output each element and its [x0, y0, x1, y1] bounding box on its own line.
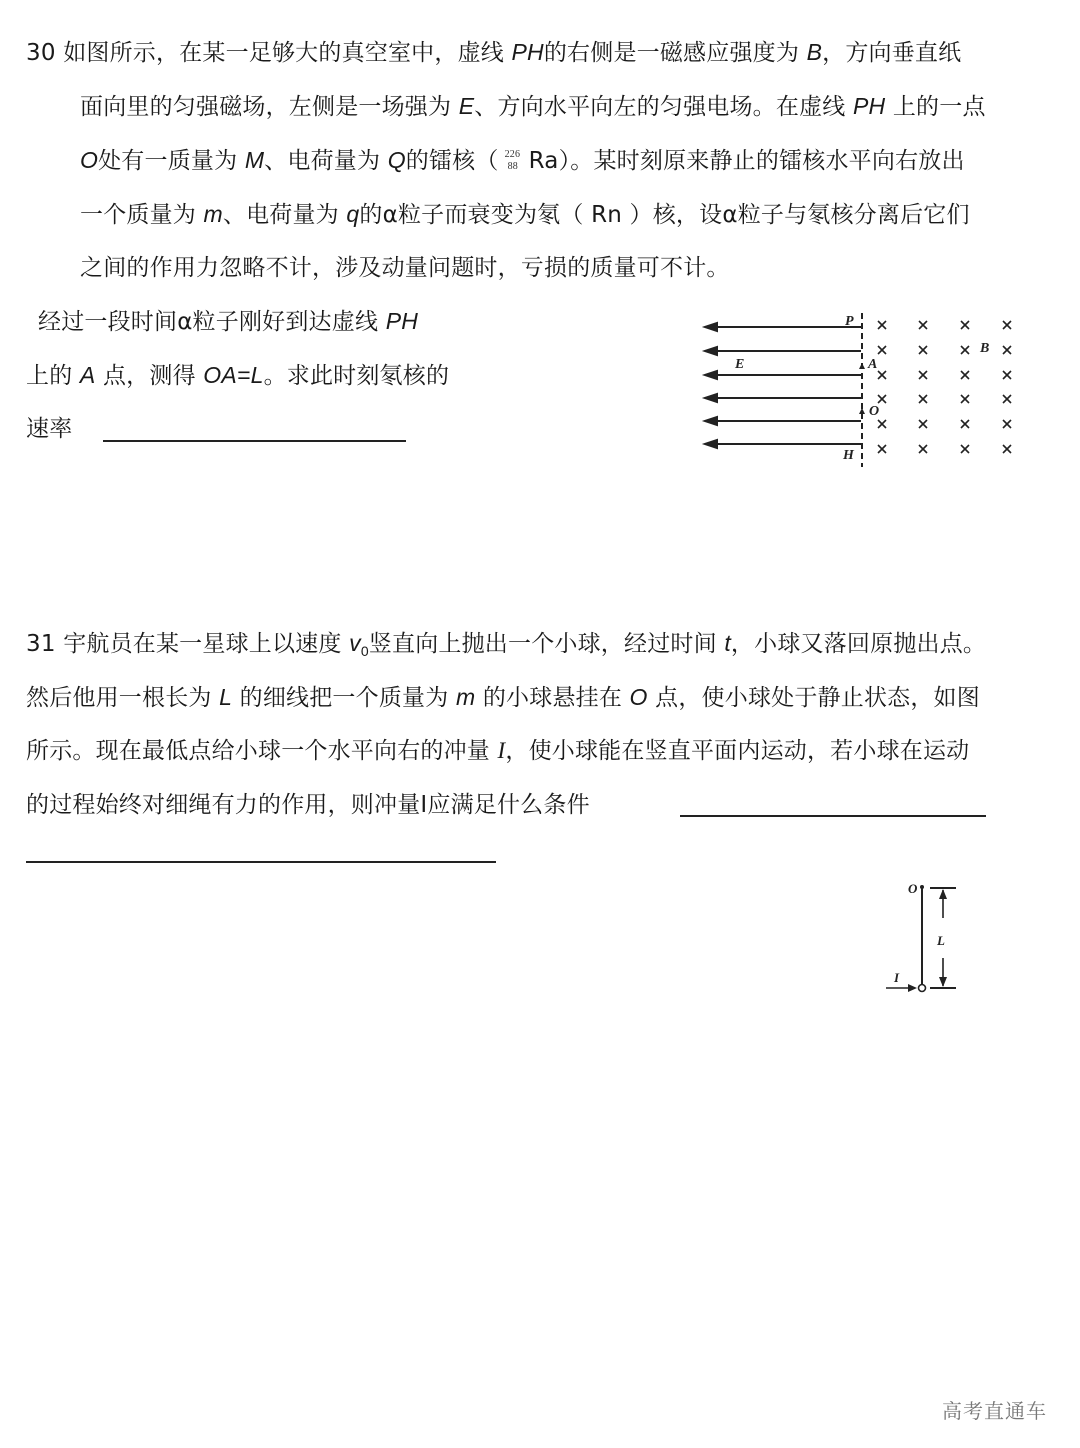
q30-line-2: 面向里的匀强磁场，左侧是一场强为 E、方向水平向左的匀强电场。在虚线 PH 上的一点 — [80, 93, 986, 120]
q30-line-4: 一个质量为 m、电荷量为 q的α粒子而衰变为氡（ Rn ）核，设α粒子与氡核分离后它们 — [80, 201, 970, 228]
q30-line-1: 30 如图所示，在某一足够大的真空室中，虚线 PH的右侧是一磁感应强度为 B，方向垂直纸 — [26, 39, 962, 66]
label-O: O — [908, 881, 918, 896]
label-L: L — [937, 933, 945, 948]
q30-answer-blank[interactable] — [103, 440, 406, 442]
label-I: I — [894, 970, 900, 985]
electric-field-lines — [705, 323, 861, 448]
q31-number: 31 — [26, 631, 56, 657]
label-H: H — [843, 448, 854, 463]
magnetic-field-crosses — [878, 321, 1011, 453]
label-A: A — [868, 357, 878, 372]
q30-sub-line-2: 上的 A 点，测得 OA=L。求此时刻氡核的 — [26, 362, 450, 389]
q30-line-3: O处有一质量为 M、电荷量为 Q的镭核（ 226 88 Ra）。某时刻原来静止的镭核水平向右放出 — [80, 145, 965, 177]
q30-field-diagram — [695, 305, 1030, 470]
label-E: E — [735, 357, 745, 372]
q31-pendulum-diagram — [870, 870, 970, 1000]
ball — [919, 985, 926, 992]
q31-line-3: 所示。现在最低点给小球一个水平向右的冲量 I，使小球能在竖直平面内运动，若小球在运动 — [26, 738, 970, 764]
q30-number: 30 — [26, 40, 56, 66]
label-P: P — [845, 314, 854, 329]
q30-sub-line-3: 速率 — [26, 416, 73, 442]
watermark: 高考直通车 — [942, 1399, 1047, 1423]
q30-line-5: 之间的作用力忽略不计，涉及动量问题时，亏损的质量可不计。 — [80, 255, 730, 281]
q30-sub-line-1: 经过一段时间α粒子刚好到达虚线 PH — [38, 308, 419, 335]
label-B: B — [980, 341, 990, 356]
q31-line-1: 31 宇航员在某一星球上以速度 $v_0$竖直向上抛出一个小球，经过时间 t，小球又落回原抛出点。 — [26, 630, 987, 659]
nuclide-notation: 226 88 — [504, 148, 521, 172]
q31-answer-blank-1[interactable] — [680, 815, 986, 817]
q31-line-4: 的过程始终对细绳有力的作用，则冲量Ⅰ应满足什么条件 — [26, 792, 590, 818]
q31-line-2: 然后他用一根长为 L 的细线把一个质量为 m 的小球悬挂在 O 点，使小球处于静止状态，如图 — [26, 684, 980, 711]
q31-answer-blank-2[interactable] — [26, 861, 496, 863]
label-O: O — [869, 404, 880, 419]
